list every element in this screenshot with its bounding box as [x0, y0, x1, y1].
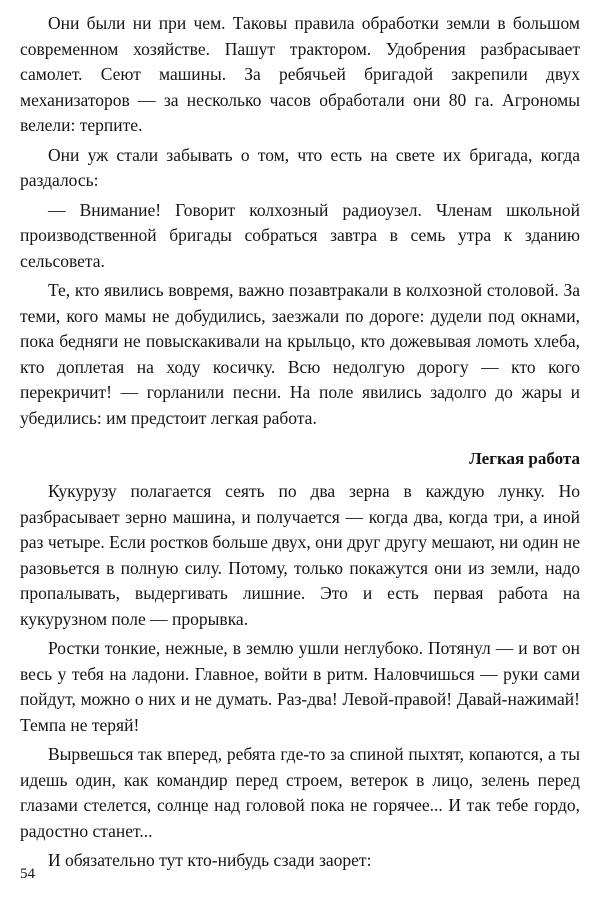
text-block-section [20, 479, 580, 878]
paragraph: И обязательно тут кто-нибудь сзади заорет: [48, 850, 372, 870]
paragraph: Ростки тонкие, нежные, в землю ушли неглубоко. Потянул — и вот он весь у тебя на ладони. Главное, войти в ритм. Наловчишься — руки сами пойдут, можно о них и не думать. Раз-два! Левой-правой! Давай-нажимай! Темпа не теряй! [20, 638, 580, 735]
paragraph: — Внимание! Говорит колхозный радиоузел. Членам школьной производственной бригады собраться завтра в семь утра к зданию сельсовета. [20, 199, 580, 271]
text-block-intro [20, 11, 580, 435]
page-number: 54 [20, 866, 35, 882]
paragraph: Те, кто явились вовремя, важно позавтракали в колхозной столовой. За теми, кого мамы не добудились, заезжали по дороге: дудели под окнами, пока бедняги не повыскакивали на крыльцо, кто дожевывая ломоть хлеба, кто доплетая на ходу косичку. Всю недолгую дорогу — кто кого перекричит! — горланили песни. На поле явились задолго до жары и убедились: им предстоит легкая работа. [20, 280, 580, 428]
paragraph: Вырвешься так вперед, ребята где-то за спиной пыхтят, копаются, а ты идешь один, как командир перед строем, ветерок в лицо, зелень перед глазами стелется, солнце над головой пока не горячее... И так тебе гордо, радостно станет... [20, 744, 580, 841]
paragraph: Они были ни при чем. Таковы правила обработки земли в большом современном хозяйстве. Пашут трактором. Удобрения разбрасывает самолет. Сеют машины. За ребячьей бригадой закрепили двух механизаторов — за несколько часов обработали они 80 га. Агрономы велели: терпите. [20, 13, 580, 135]
paragraph: Кукурузу полагается сеять по два зерна в каждую лунку. Но разбрасывает зерно машина, и получается — когда два, когда три, а иной раз четыре. Если ростков больше двух, они друг другу мешают, ни один не разовьется в полную силу. Потому, только покажутся они из земли, надо пропалывать, выдергивать лишние. Это и есть первая работа на кукурузном поле — прорывка. [20, 481, 580, 629]
section-title: Легкая работа [469, 449, 580, 468]
paragraph: Они уж стали забывать о том, что есть на свете их бригада, когда раздалось: [20, 144, 580, 190]
